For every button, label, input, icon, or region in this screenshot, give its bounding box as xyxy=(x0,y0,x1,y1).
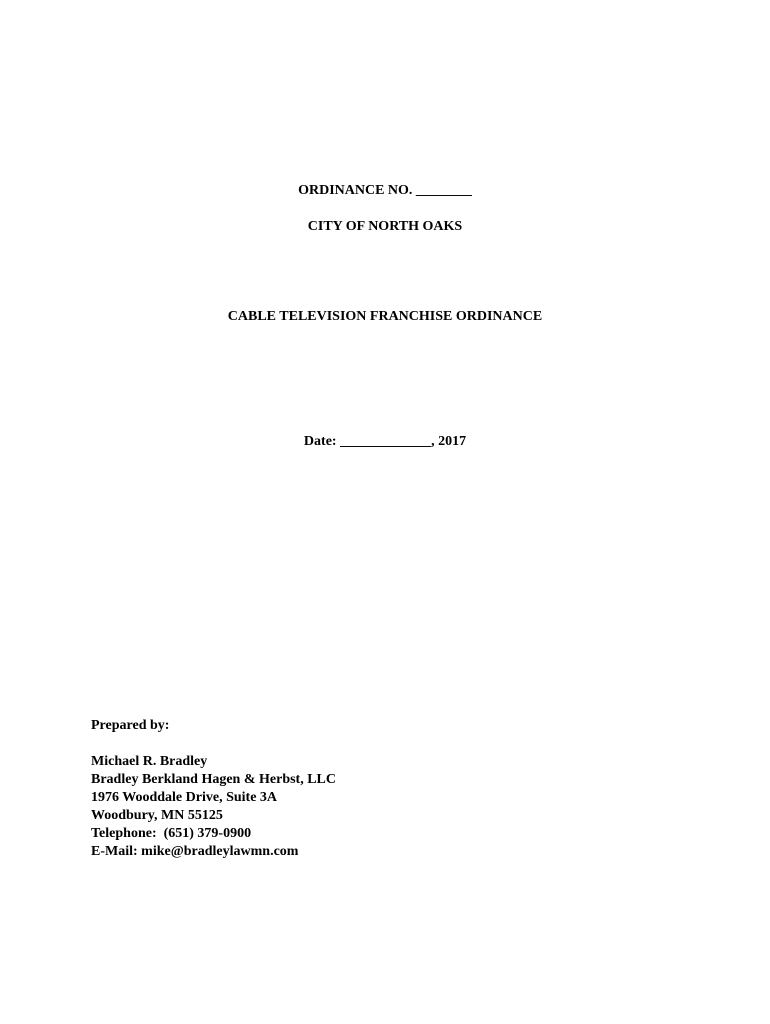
date-line: Date: _____________, 2017 xyxy=(303,434,467,449)
ordinance-number: ORDINANCE NO. ________ xyxy=(298,183,472,198)
prepared-by-block xyxy=(91,717,591,861)
city-name: CITY OF NORTH OAKS xyxy=(307,219,463,234)
prepared-by-label: Prepared by: xyxy=(91,718,170,733)
email: E-Mail: mike@bradleylawmn.com xyxy=(91,844,299,859)
law-firm-name: Bradley Berkland Hagen & Herbst, LLC xyxy=(91,772,337,787)
document-title: CABLE TELEVISION FRANCHISE ORDINANCE xyxy=(227,309,543,324)
preparer-name: Michael R. Bradley xyxy=(91,754,208,769)
telephone: Telephone: (651) 379-0900 xyxy=(91,826,252,841)
address-line-2: Woodbury, MN 55125 xyxy=(91,808,223,823)
spacer xyxy=(91,735,591,753)
address-line-1: 1976 Wooddale Drive, Suite 3A xyxy=(91,790,278,805)
